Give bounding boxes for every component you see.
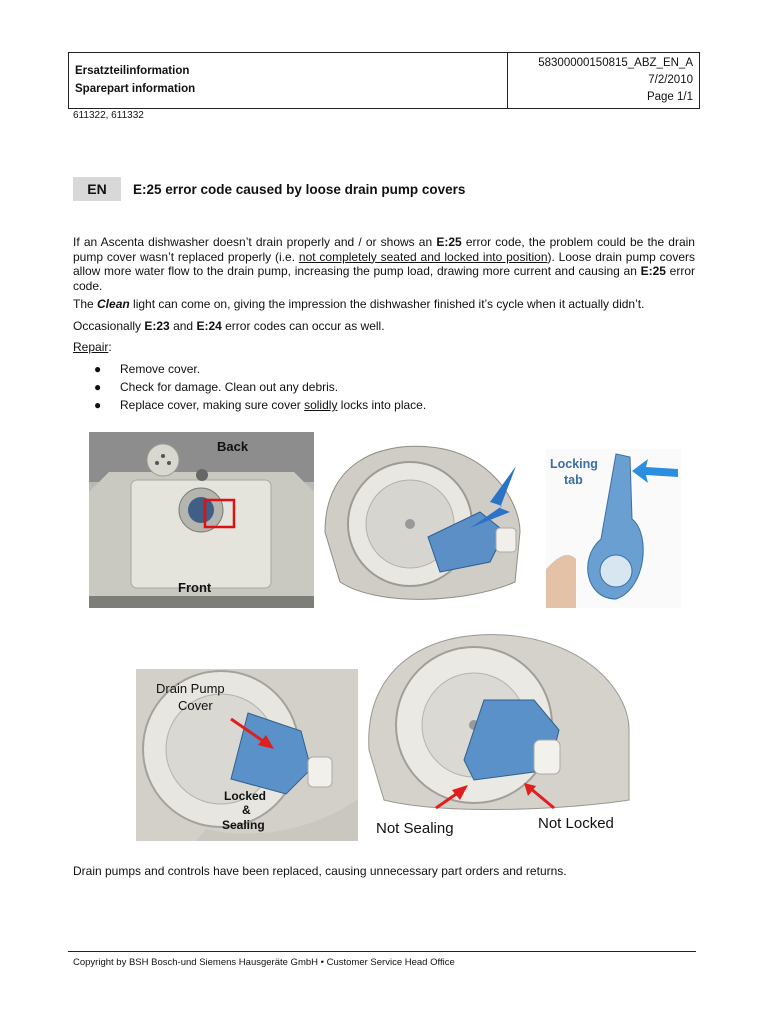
p3-text-a: Occasionally (73, 319, 145, 333)
photo-dishwasher-floor (89, 432, 314, 608)
p1-error-code-2: E:25 (640, 264, 666, 278)
paragraph-2 (73, 297, 695, 312)
p1-underlined: not completely seated and locked into position (298, 249, 548, 264)
header-title-de: Ersatzteilinformation (75, 65, 190, 77)
step-text (120, 398, 426, 412)
p3-text-b: and (169, 319, 197, 333)
p3-code-e24: E:24 (196, 319, 222, 333)
paragraph-1 (73, 235, 695, 293)
p2-clean-word: Clean (97, 297, 130, 311)
p1-error-code: E:25 (436, 235, 462, 249)
header-right-cell (507, 53, 699, 108)
label-back: Back (217, 439, 249, 454)
label-sealing: Sealing (222, 818, 265, 832)
header-left-cell (69, 53, 508, 108)
p1-text-c: ). Loose drain pump covers allow more water flow to the drain pump, increasing the pump load, drawing more current and causing an (73, 249, 695, 278)
step-text: Check for damage. Clean out any debris. (120, 380, 339, 394)
p1-text-d: error code. (73, 264, 696, 293)
bullet-icon: ● (94, 362, 102, 376)
footer-copyright: Copyright by BSH Bosch-und Siemens Hausgeräte GmbH • Customer Service Head Office (73, 957, 455, 968)
section-title: E:25 error code caused by loose drain pump covers (133, 182, 466, 197)
step-text-pre: Replace cover, making sure cover (120, 398, 305, 412)
photo-pump-arrow (320, 432, 525, 608)
step-text: Remove cover. (120, 362, 201, 376)
p3-code-e23: E:23 (144, 319, 170, 333)
label-cover: Cover (178, 698, 213, 713)
label-not-sealing: Not Sealing (376, 820, 454, 837)
label-front: Front (178, 580, 212, 595)
model-numbers: 611322, 611332 (73, 110, 144, 121)
label-not-locked: Not Locked (538, 815, 614, 832)
paragraph-3 (73, 319, 695, 334)
label-locked: Locked (224, 789, 267, 803)
doc-id: 58300000150815_ABZ_EN_A (538, 57, 693, 69)
photo-pump-arrow-art (320, 432, 525, 608)
step-underlined: solidly (304, 398, 338, 412)
footer-divider (68, 951, 696, 952)
closing-paragraph: Drain pumps and controls have been replaced, causing unnecessary part orders and returns. (73, 864, 567, 878)
repair-colon: : (108, 340, 112, 354)
header-title-en: Sparepart information (75, 83, 196, 95)
document-header (68, 52, 700, 109)
doc-date: 7/2/2010 (648, 74, 693, 86)
photo-locking-tab (546, 449, 681, 608)
p3-text-c: error codes can occur as well. (221, 319, 385, 333)
label-locking: Locking (550, 457, 598, 471)
language-badge: EN (73, 177, 121, 201)
p1-text-a: If an Ascenta dishwasher doesn’t drain properly and / or shows an (73, 235, 437, 249)
bullet-icon: ● (94, 398, 102, 412)
p2-text-a: The (73, 297, 98, 311)
repair-label: Repair (73, 340, 109, 354)
p1-text-b: error code, the problem could be the drain pump cover wasn’t replaced properly (i.e. (73, 235, 695, 264)
step-text-post: locks into place. (337, 398, 427, 412)
label-drain-pump: Drain Pump (156, 681, 225, 696)
bullet-icon: ● (94, 380, 102, 394)
label-tab: tab (564, 473, 583, 487)
photo-cover-not-locked-art (364, 630, 634, 842)
page-number: Page 1/1 (646, 91, 693, 103)
repair-heading (73, 340, 695, 355)
label-ampersand: & (242, 803, 251, 817)
photo-cover-not-locked (364, 630, 634, 842)
photo-cover-locked (136, 669, 358, 841)
p2-text-b: light can come on, giving the impression the dishwasher finished it’s cycle when it actually didn’t. (129, 297, 645, 311)
